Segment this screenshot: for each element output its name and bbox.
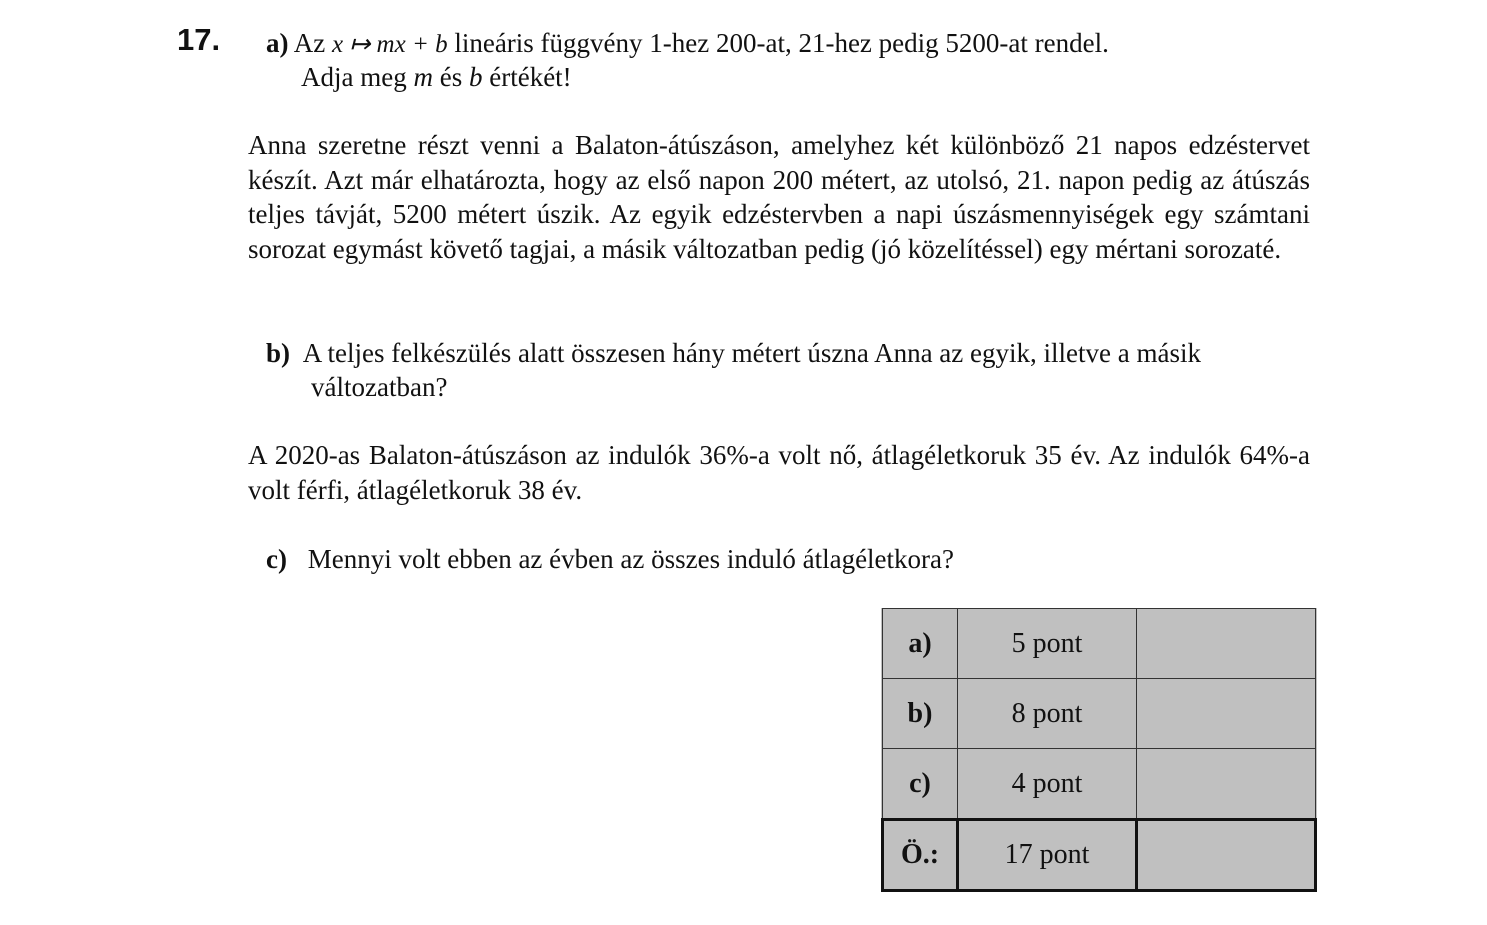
intro-paragraph: Anna szeretne részt venni a Balaton-átúszáson, amelyhez két különböző 21 napos edzéstervet készít. Azt már elhatározta, hogy az első napon 200 métert, az utolsó, 21. napon pedig az átúszás teljes távját, 5200 métert úszik. Az egyik edzéstervben a napi úszásmennyiségek egy számtani sorozat egymást követő tagjai, a másik változatban pedig (jó közelítéssel) egy mértani sorozaté. bbox=[248, 130, 1310, 264]
part-b-label: b) bbox=[266, 338, 291, 368]
score-total-earned-field[interactable] bbox=[1137, 820, 1316, 891]
score-row-total bbox=[883, 820, 1316, 891]
part-a-line2 bbox=[301, 60, 572, 94]
score-points: 5 pont bbox=[958, 609, 1137, 679]
part-b-line2: változatban? bbox=[311, 372, 448, 402]
part-c-label: c) bbox=[266, 544, 287, 574]
score-part: a) bbox=[883, 609, 958, 679]
problem-number: 17. bbox=[177, 22, 221, 57]
score-points: 8 pont bbox=[958, 679, 1137, 749]
part-b-line1 bbox=[266, 336, 1201, 370]
score-table bbox=[881, 608, 1317, 892]
part-a-line2-pre: Adja meg bbox=[301, 62, 407, 92]
part-a-line1 bbox=[266, 26, 1109, 62]
part-c-text: Mennyi volt ebben az évben az összes induló átlagéletkora? bbox=[307, 544, 954, 574]
score-earned-field[interactable] bbox=[1137, 749, 1316, 820]
part-a-and: és bbox=[439, 62, 463, 92]
score-points: 4 pont bbox=[958, 749, 1137, 820]
part-a-label: a) bbox=[266, 28, 289, 58]
part-a-line2-post: értékét! bbox=[489, 62, 572, 92]
stats-paragraph: A 2020-as Balaton-átúszáson az indulók 36%-a volt nő, átlagéletkoruk 35 év. Az indulók 64%-a volt férfi, átlagéletkoruk 38 év. bbox=[248, 440, 1310, 505]
var-b: b bbox=[468, 62, 483, 92]
score-earned-field[interactable] bbox=[1137, 609, 1316, 679]
part-a-formula: x ↦ mx + b bbox=[332, 31, 448, 58]
part-c-line bbox=[266, 542, 954, 576]
score-total-points: 17 pont bbox=[958, 820, 1137, 891]
score-part: c) bbox=[883, 749, 958, 820]
score-total-label: Ö.: bbox=[883, 820, 958, 891]
part-a-text: lineáris függvény 1-hez 200-at, 21-hez pedig 5200-at rendel. bbox=[454, 28, 1109, 58]
part-b-text: A teljes felkészülés alatt összesen hány métert úszna Anna az egyik, illetve a másik bbox=[302, 338, 1201, 368]
part-a-intro: Az bbox=[293, 28, 326, 58]
score-part: b) bbox=[883, 679, 958, 749]
score-earned-field[interactable] bbox=[1137, 679, 1316, 749]
score-row-a bbox=[883, 609, 1316, 679]
score-row-b bbox=[883, 679, 1316, 749]
var-m: m bbox=[413, 62, 433, 92]
score-row-c bbox=[883, 749, 1316, 820]
